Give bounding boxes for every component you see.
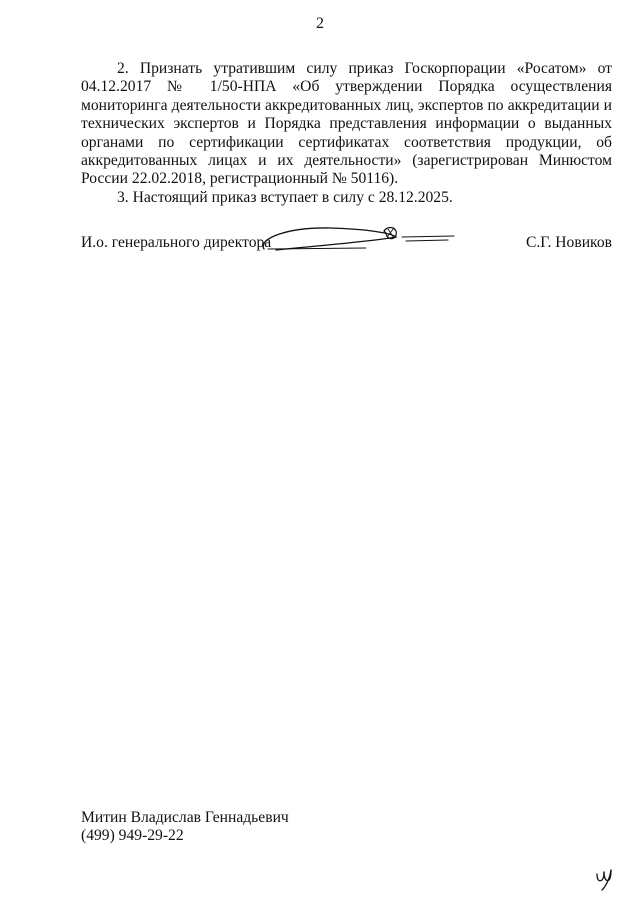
contact-name: Митин Владислав Геннадьевич [81, 809, 289, 826]
contact-block [81, 809, 289, 846]
page-number: 2 [316, 15, 324, 32]
contact-phone: (499) 949-29-22 [81, 827, 184, 845]
handwritten-initials [594, 866, 616, 894]
document-body [81, 60, 612, 207]
signatory-name: С.Г. Новиков [525, 234, 612, 251]
paragraph-3: 3. Настоящий приказ вступает в силу с 28.12.2025. [117, 188, 453, 206]
paragraph-2: 2. Признать утратившим силу приказ Госкорпорации «Росатом» от 04.12.2017 № 1/50-НПА «Об утверждении Порядка осуществления мониторинга деятельности аккредитованных лиц, экспертов по аккредитации и технических экспертов и Порядка представления информации о выданных органами по сертификации сертификатах соответствия продукции, об аккредитованных лицах и их деятельности» (зарегистрирован Минюстом России 22.02.2018, регистрационный № 50116). [81, 60, 612, 188]
signatory-title: И.о. генерального директора [81, 234, 272, 251]
handwritten-signature [256, 219, 456, 255]
signature-block [81, 232, 612, 256]
